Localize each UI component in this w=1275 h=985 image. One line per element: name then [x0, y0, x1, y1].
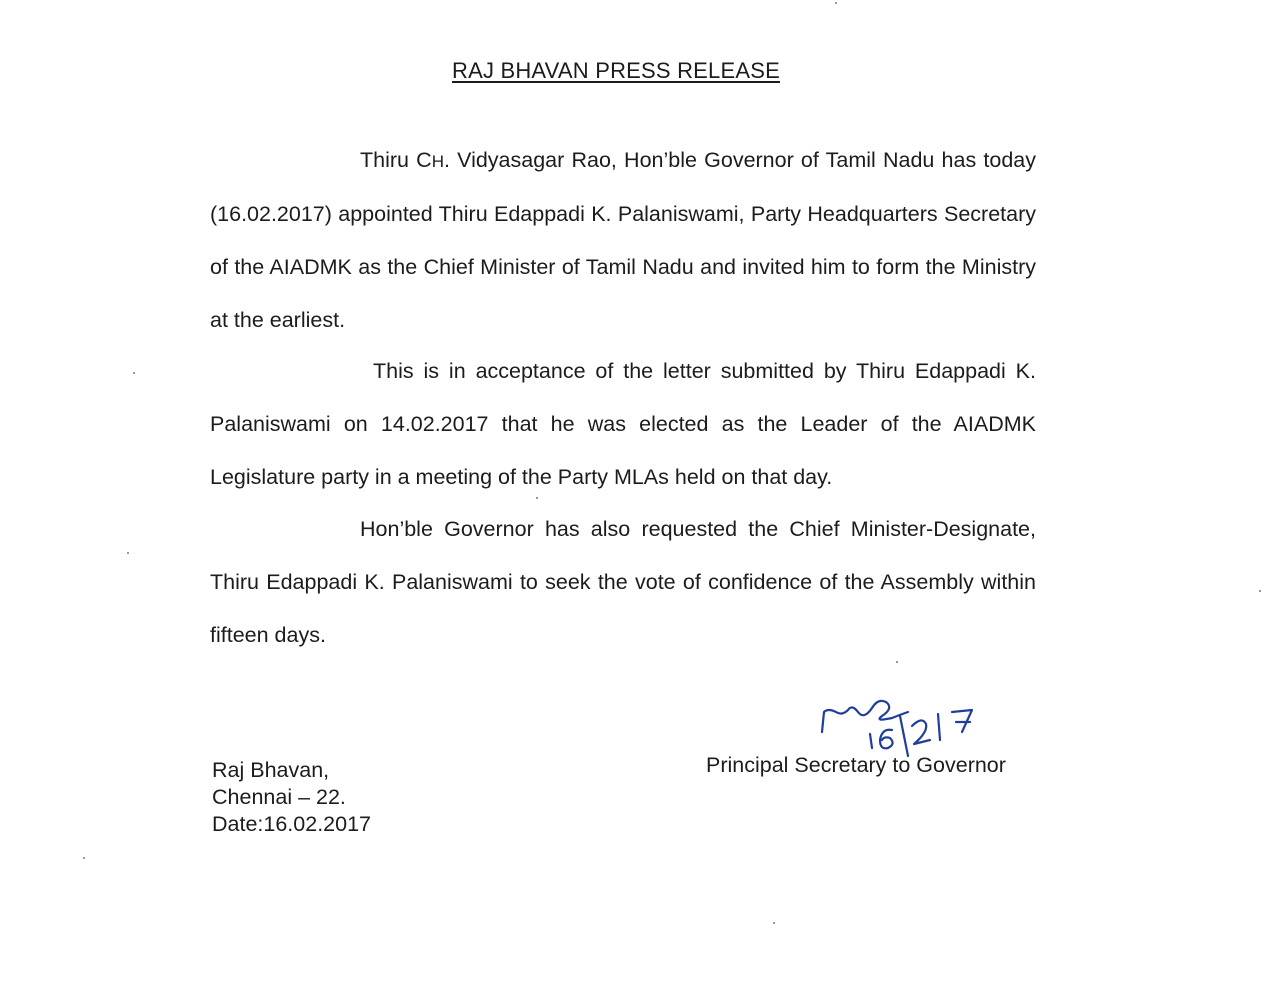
paragraph-acceptance-text: This is in acceptance of the letter submitted by Thiru Edappadi K. Palaniswami on 14.02.2017 that he was elected as the Leader of the AIADMK Legislature party in a meeting of the Party MLAs held on that day. — [210, 359, 1036, 489]
governor-name-start: Thiru C — [360, 148, 432, 172]
paragraph-confidence-vote-text: Hon’ble Governor has also requested the Chief Minister-Designate, Thiru Edappadi K. Palaniswami to seek the vote of confidence of the Assembly within fifteen days. — [210, 517, 1036, 647]
scan-speck — [773, 922, 775, 924]
scan-speck — [835, 2, 837, 4]
issuing-address — [212, 757, 371, 838]
paragraph-appointment-text: . Vidyasagar Rao, Hon’ble Governor of Tamil Nadu has today (16.02.2017) appointed Thiru Edappadi K. Palaniswami, Party Headquarters Secretary of the AIADMK as the Chief Minister of Tamil Nadu and invited him to form the Ministry at the earliest. — [210, 148, 1036, 332]
address-line-place: Raj Bhavan, — [212, 758, 330, 782]
address-line-date: Date:16.02.2017 — [212, 812, 371, 836]
scan-speck — [83, 857, 85, 859]
paragraph-appointment — [210, 134, 1036, 347]
scan-speck — [896, 661, 898, 663]
handwritten-signature — [812, 682, 1002, 762]
scan-speck — [133, 372, 135, 374]
paragraph-confidence-vote — [210, 503, 1036, 662]
signatory-title: Principal Secretary to Governor — [706, 753, 1006, 777]
document-title: RAJ BHAVAN PRESS RELEASE — [452, 58, 780, 83]
scan-speck — [536, 497, 538, 499]
scan-speck — [127, 552, 129, 554]
scan-speck — [1259, 590, 1261, 592]
paragraph-acceptance — [210, 345, 1036, 504]
address-line-city: Chennai – 22. — [212, 785, 346, 809]
governor-name-smallcaps: H — [431, 152, 444, 171]
